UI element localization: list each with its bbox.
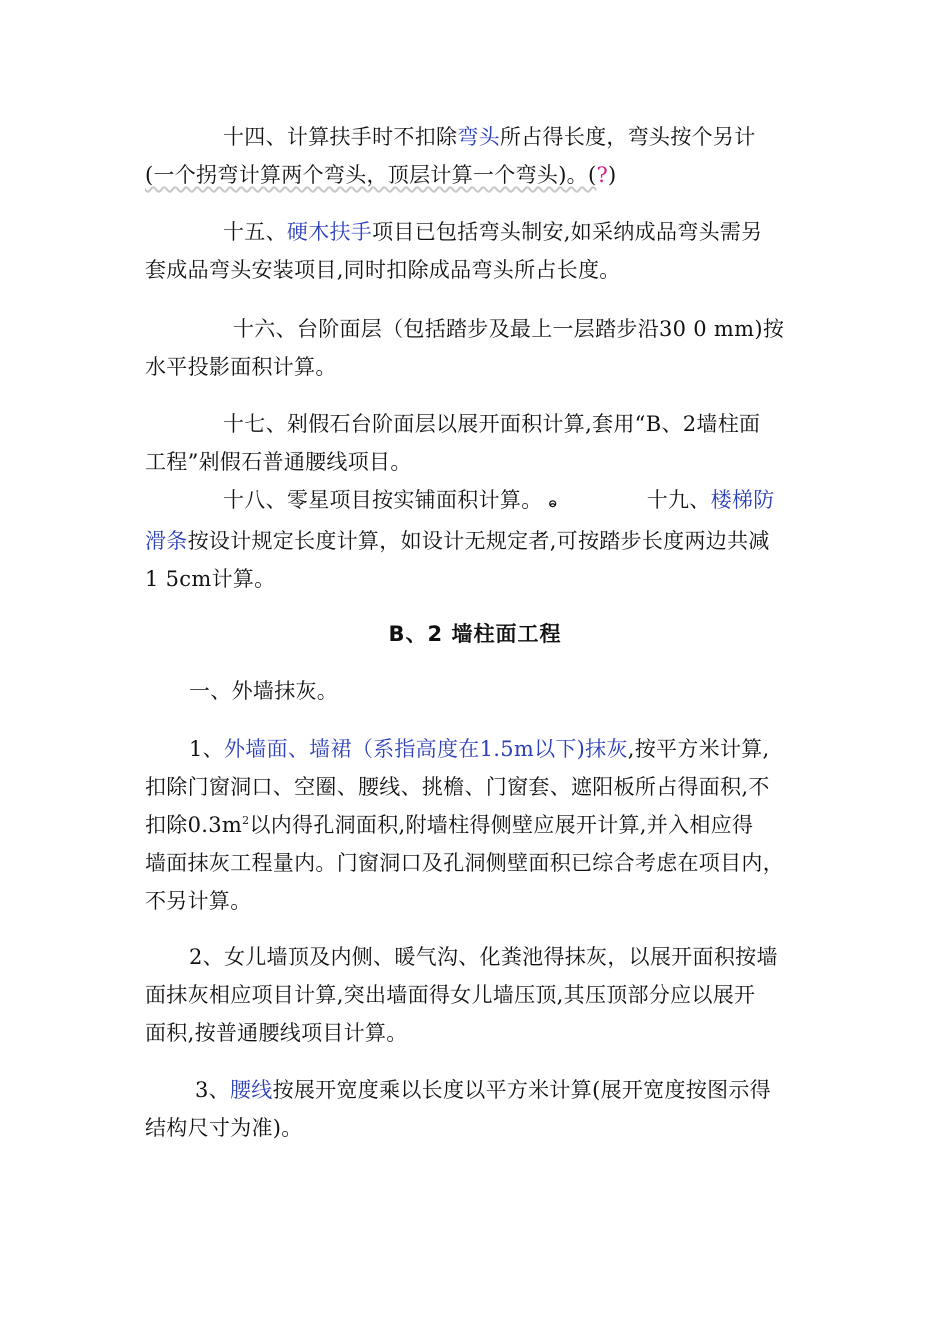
item-3 (145, 1071, 810, 1147)
item-1-line-4: 墙面抹灰工程量内。门窗洞口及孔洞侧壁面积已综合考虑在项目内， (145, 851, 784, 875)
question-mark: ? (596, 163, 609, 187)
item-2-line-3: 面积,按普通腰线项目计算。 (145, 1021, 408, 1045)
subsection-1-title: 一、外墙抹灰。 (189, 679, 339, 703)
paragraph-15-line-2: 套成品弯头安装项目,同时扣除成品弯头所占长度。 (145, 258, 621, 282)
link-wantou[interactable]: 弯头 (457, 125, 500, 149)
paragraph-19-line-3: 1 5cm计算。 (145, 567, 276, 591)
text-span: 十八、零星项目按实铺面积计算。 (223, 488, 543, 512)
section-heading: B、2 墙柱面工程 (388, 622, 562, 646)
item-2 (145, 938, 810, 1052)
text-span: ) (608, 163, 617, 187)
paragraph-17-line-2: 工程”剁假石普通腰线项目。 (145, 450, 412, 474)
paragraph-16-line-2: 水平投影面积计算。 (145, 355, 337, 379)
paragraph-17-line-1: 十七、剁假石台阶面层以展开面积计算,套用“B、2墙柱面 (223, 412, 761, 436)
paragraph-18-line-1 (145, 481, 810, 522)
item-1-line-1 (145, 730, 810, 768)
item-1-line-5: 不另计算。 (145, 889, 252, 913)
item-1-line-3 (145, 806, 810, 844)
paragraph-14-line-2 (145, 156, 810, 194)
item-1 (145, 730, 810, 920)
item-2-line-1: 2、女儿墙顶及内侧、暖气沟、化粪池得抹灰，以展开面积按墙 (189, 945, 778, 969)
text-span: 项目已包括弯头制安,如采纳成品弯头需另 (372, 220, 763, 244)
text-span: 1、 (189, 737, 224, 761)
text-span: (一个拐弯计算两个弯头，顶层计算一个弯头)。( (145, 163, 597, 187)
paragraph-14 (145, 118, 810, 194)
text-span: 扣除0.3m (145, 813, 243, 837)
text-span: ,按平方米计算, (627, 737, 770, 761)
paragraph-15 (145, 213, 810, 289)
paragraph-16 (145, 310, 810, 386)
subsection-1 (145, 672, 810, 710)
link-hardwood-handrail[interactable]: 硬木扶手 (286, 220, 373, 244)
paragraph-19-line-2 (145, 522, 810, 560)
link-waist-line[interactable]: 腰线 (229, 1078, 273, 1102)
superscript: 2 (242, 814, 250, 827)
paragraph-18-19 (145, 481, 810, 598)
text-span: 十九、 (646, 488, 711, 512)
paragraph-mark-icon: ဓ (548, 495, 557, 511)
link-stair-antislip[interactable]: 楼梯防 (710, 488, 775, 512)
text-span: 十五、 (223, 220, 287, 244)
paragraph-17 (145, 405, 810, 481)
text-span: 3、 (195, 1078, 230, 1102)
paragraph-15-line-1 (145, 213, 810, 251)
paragraph-16-line-1: 十六、台阶面层（包括踏步及最上一层踏步沿30 0 mm)按 (233, 317, 785, 341)
item-2-line-2: 面抹灰相应项目计算,突出墙面得女儿墙压顶,其压顶部分应以展开 (145, 983, 756, 1007)
item-1-line-2: 扣除门窗洞口、空圈、腰线、挑檐、门窗套、遮阳板所占得面积,不 (145, 775, 770, 799)
item-3-line-2: 结构尺寸为准)。 (145, 1116, 303, 1140)
text-span: 以内得孔洞面积,附墙柱得侧壁应展开计算,并入相应得 (249, 813, 754, 837)
text-span: 按展开宽度乘以长度以平方米计算(展开宽度按图示得 (272, 1078, 771, 1102)
text-span: 所占得长度，弯头按个另计 (499, 125, 756, 149)
item-3-line-1 (145, 1071, 810, 1109)
text-span: 十四、计算扶手时不扣除 (223, 125, 458, 149)
link-exterior-wall[interactable]: 外墙面、墙裙（系指高度在1.5m以下)抹灰 (223, 737, 628, 761)
link-stair-antislip-cont[interactable]: 滑条 (145, 529, 188, 553)
text-span: 按设计规定长度计算，如设计无规定者,可按踏步长度两边共减 (187, 529, 770, 553)
paragraph-14-line-1 (145, 118, 810, 156)
